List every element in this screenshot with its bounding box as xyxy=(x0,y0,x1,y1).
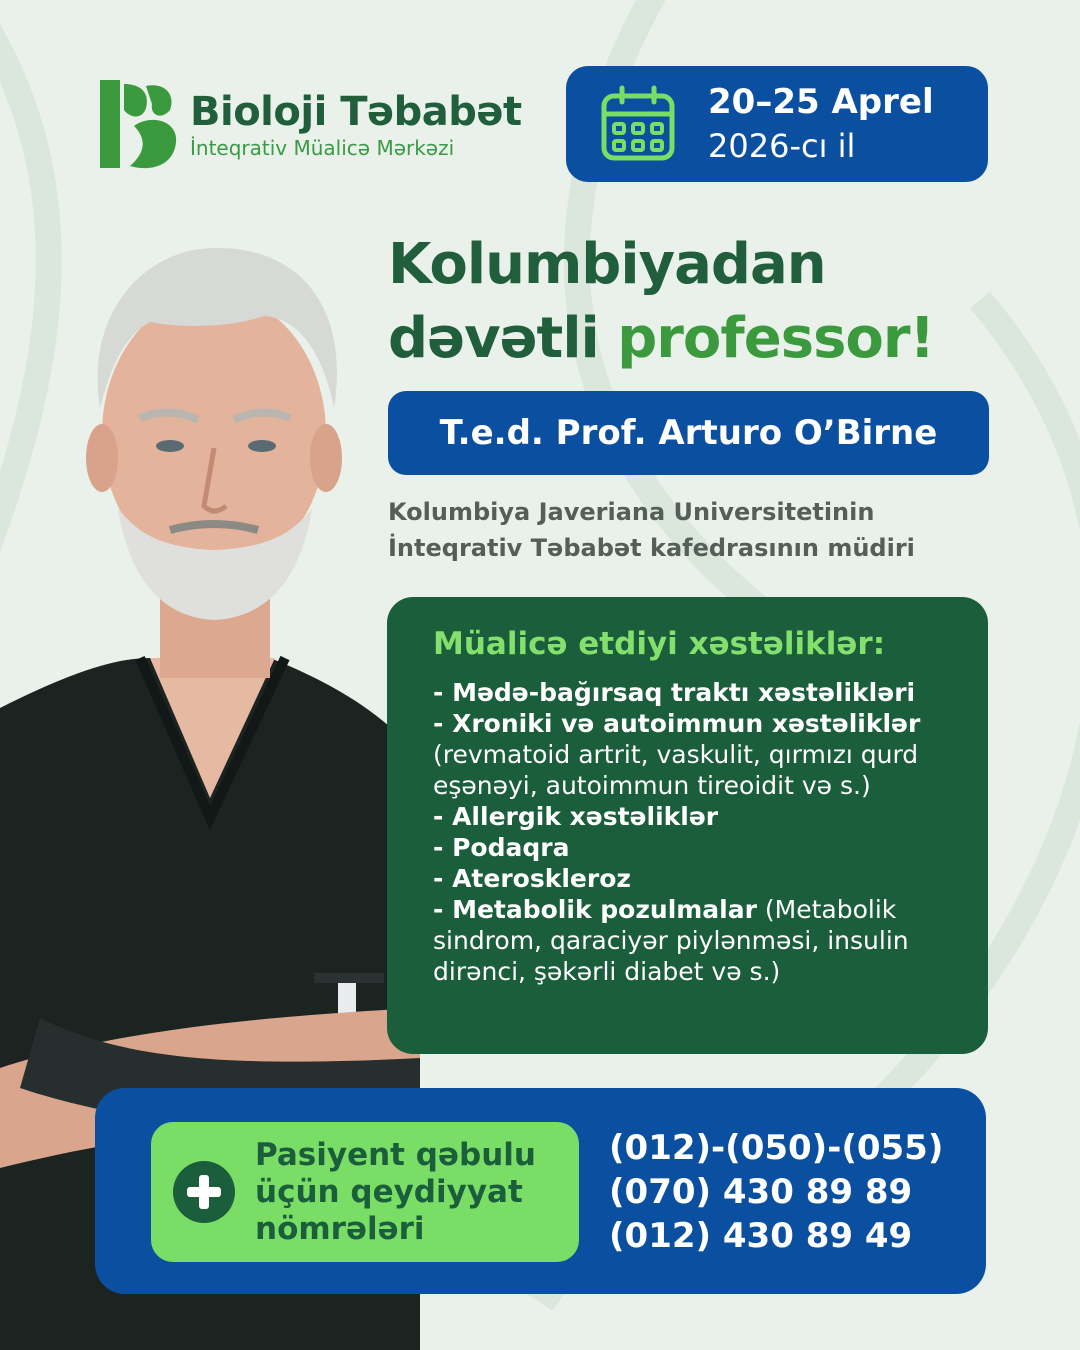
treatment-name: - Metabolik pozulmalar xyxy=(433,895,757,924)
doctor-name-banner xyxy=(388,391,989,475)
phone-number[interactable]: (012) 430 89 49 xyxy=(609,1216,913,1256)
brand-logo xyxy=(100,80,522,170)
event-date-box xyxy=(566,66,988,182)
headline-accent: professor! xyxy=(617,306,935,371)
brand-tagline: İnteqrativ Müalicə Mərkəzi xyxy=(190,136,455,160)
treatment-note: (revmatoid artrit, vaskulit, qırmızı qurd eşənəyi, autoimmun tireoidit və s.) xyxy=(433,740,919,800)
doctor-name: T.e.d. Prof. Arturo O’Birne xyxy=(439,413,938,453)
plus-circle-icon xyxy=(173,1161,235,1223)
registration-label-line: Pasiyent qəbulu xyxy=(255,1136,536,1173)
treatment-name: - Mədə-bağırsaq traktı xəstəlikləri xyxy=(433,678,916,707)
brand-name: Bioloji Təbabət xyxy=(190,89,522,135)
treatment-name: - Podaqra xyxy=(433,833,570,862)
bt-logo-icon xyxy=(100,80,182,170)
phone-list xyxy=(609,1126,943,1258)
event-date-range: 20–25 Aprel xyxy=(708,82,934,122)
treatments-panel xyxy=(387,597,988,1054)
event-year: 2026-cı il xyxy=(708,127,856,165)
registration-label-line: nömrələri xyxy=(255,1210,425,1247)
headline-plain: dəvətli xyxy=(388,306,618,371)
affiliation-line-1: Kolumbiya Javeriana Universitetinin xyxy=(388,498,875,526)
treatment-item xyxy=(433,677,968,708)
treatment-item xyxy=(433,801,968,832)
affiliation-line-2: İnteqrativ Təbabət kafedrasının müdiri xyxy=(388,534,915,562)
treatment-name: - Allergik xəstəliklər xyxy=(433,802,719,831)
treatment-item xyxy=(433,894,968,987)
registration-label xyxy=(255,1137,536,1248)
treatment-item xyxy=(433,863,968,894)
doctor-affiliation xyxy=(388,494,1028,566)
treatment-name: - Xroniki və autoimmun xəstəliklər xyxy=(433,709,921,738)
treatment-name: - Ateroskleroz xyxy=(433,864,631,893)
treatment-note: (Metabolik sindrom, qaraciyər piylənməsi, insulin dirənci, şəkərli diabet və s.) xyxy=(433,895,909,986)
registration-box xyxy=(151,1122,579,1262)
registration-label-line: üçün qeydiyyat xyxy=(255,1173,523,1210)
phone-number[interactable]: (012)-(050)-(055) xyxy=(609,1128,944,1168)
headline-line-1: Kolumbiyadan xyxy=(388,232,826,297)
phone-number[interactable]: (070) 430 89 89 xyxy=(609,1172,913,1212)
calendar-icon xyxy=(598,84,678,164)
headline xyxy=(388,228,1068,376)
headline-line-2 xyxy=(388,302,1068,376)
treatments-list xyxy=(433,677,968,987)
treatment-item xyxy=(433,708,968,801)
treatment-item xyxy=(433,832,968,863)
contact-panel xyxy=(95,1088,986,1294)
treatments-title: Müalicə etdiyi xəstəliklər: xyxy=(433,626,886,662)
